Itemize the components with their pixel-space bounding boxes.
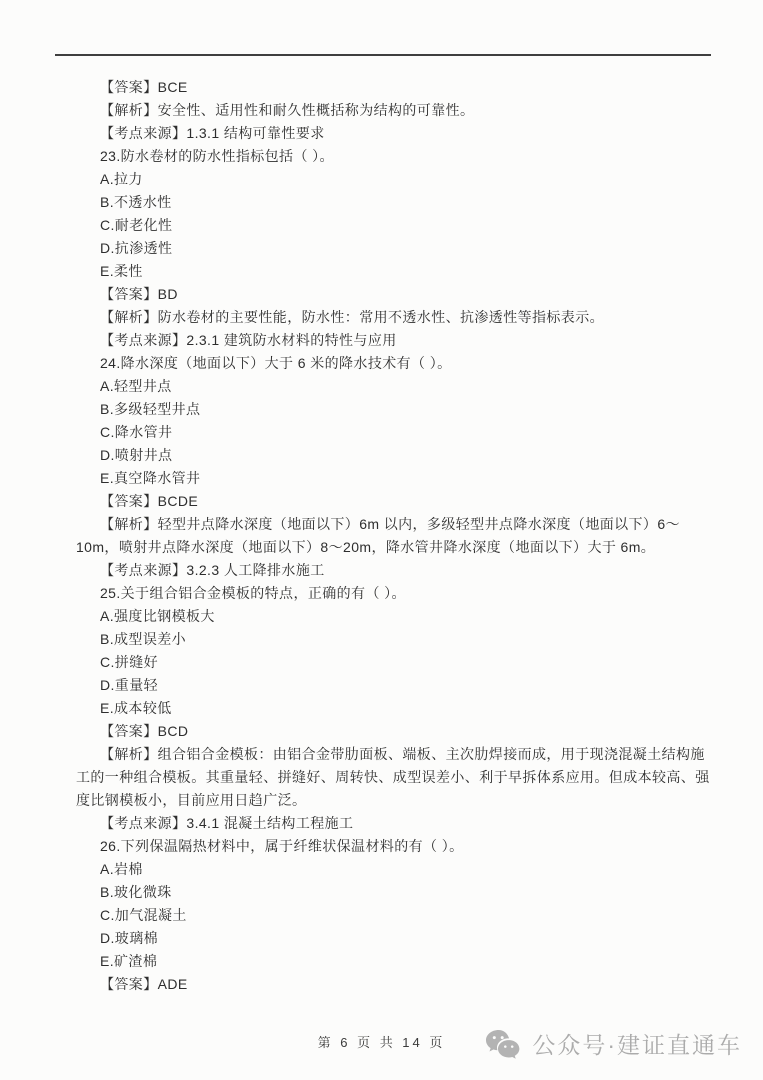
question-block: [76, 582, 710, 835]
watermark: [485, 1027, 742, 1060]
option-line: C.加气混凝土: [100, 907, 187, 923]
option-line: E.真空降水管井: [100, 470, 201, 486]
option-line: C.拼缝好: [100, 654, 158, 670]
source-line: 【考点来源】3.4.1 混凝土结构工程施工: [100, 815, 354, 831]
header-divider: [55, 54, 711, 56]
option-line: B.多级轻型井点: [100, 401, 201, 417]
option-line: C.耐老化性: [100, 217, 173, 233]
option-line: E.成本较低: [100, 700, 172, 716]
question-stem: 23.防水卷材的防水性指标包括（ ）。: [100, 148, 334, 164]
option-line: D.重量轻: [100, 677, 158, 693]
answer-line: 【答案】ADE: [100, 976, 188, 992]
option-line: D.抗渗透性: [100, 240, 173, 256]
option-line: E.矿渣棉: [100, 953, 158, 969]
option-line: B.玻化微珠: [100, 884, 172, 900]
source-line: 【考点来源】2.3.1 建筑防水材料的特性与应用: [100, 332, 397, 348]
analysis-line: 【解析】安全性、适用性和耐久性概括称为结构的可靠性。: [100, 102, 475, 118]
option-line: B.不透水性: [100, 194, 172, 210]
analysis-line: 【解析】轻型井点降水深度（地面以下）6m 以内，多级轻型井点降水深度（地面以下）6～10m，喷射井点降水深度（地面以下）8～20m，降水管井降水深度（地面以下）大于 6m。: [76, 516, 680, 555]
question-stem: 24.降水深度（地面以下）大于 6 米的降水技术有（ ）。: [100, 355, 452, 371]
analysis-line: 【解析】组合铝合金模板：由铝合金带肋面板、端板、主次肋焊接而成，用于现浇混凝土结构施工的一种组合模板。其重量轻、拼缝好、周转快、成型误差小、利于早拆体系应用。但成本较高、强度比钢模板小，目前应用日趋广泛。: [76, 746, 710, 808]
answer-line: 【答案】BD: [100, 286, 178, 302]
option-line: A.强度比钢模板大: [100, 608, 215, 624]
answer-line: 【答案】BCD: [100, 723, 189, 739]
source-line: 【考点来源】3.2.3 人工降排水施工: [100, 562, 325, 578]
page-indicator: 第 6 页 共 14 页: [317, 1035, 446, 1050]
analysis-line: 【解析】防水卷材的主要性能，防水性：常用不透水性、抗渗透性等指标表示。: [100, 309, 604, 325]
option-line: D.玻璃棉: [100, 930, 158, 946]
answer-line: 【答案】BCE: [100, 79, 188, 95]
option-line: A.拉力: [100, 171, 143, 187]
question-list: [76, 145, 710, 996]
question-stem: 26.下列保温隔热材料中，属于纤维状保温材料的有（ ）。: [100, 838, 464, 854]
answer-line: 【答案】BCDE: [100, 493, 199, 509]
source-line: 【考点来源】1.3.1 结构可靠性要求: [100, 125, 325, 141]
question-block: [76, 835, 710, 996]
wechat-icon: [485, 1029, 523, 1059]
document-body: [76, 76, 710, 996]
leading-answer-block: [76, 76, 710, 145]
option-line: E.柔性: [100, 263, 143, 279]
watermark-text: 公众号·建证直通车: [532, 1032, 742, 1058]
question-block: [76, 145, 710, 352]
option-line: D.喷射井点: [100, 447, 173, 463]
option-line: B.成型误差小: [100, 631, 187, 647]
option-line: C.降水管井: [100, 424, 173, 440]
option-line: A.轻型井点: [100, 378, 172, 394]
question-block: [76, 352, 710, 582]
option-line: A.岩棉: [100, 861, 143, 877]
question-stem: 25.关于组合铝合金模板的特点，正确的有（ ）。: [100, 585, 406, 601]
